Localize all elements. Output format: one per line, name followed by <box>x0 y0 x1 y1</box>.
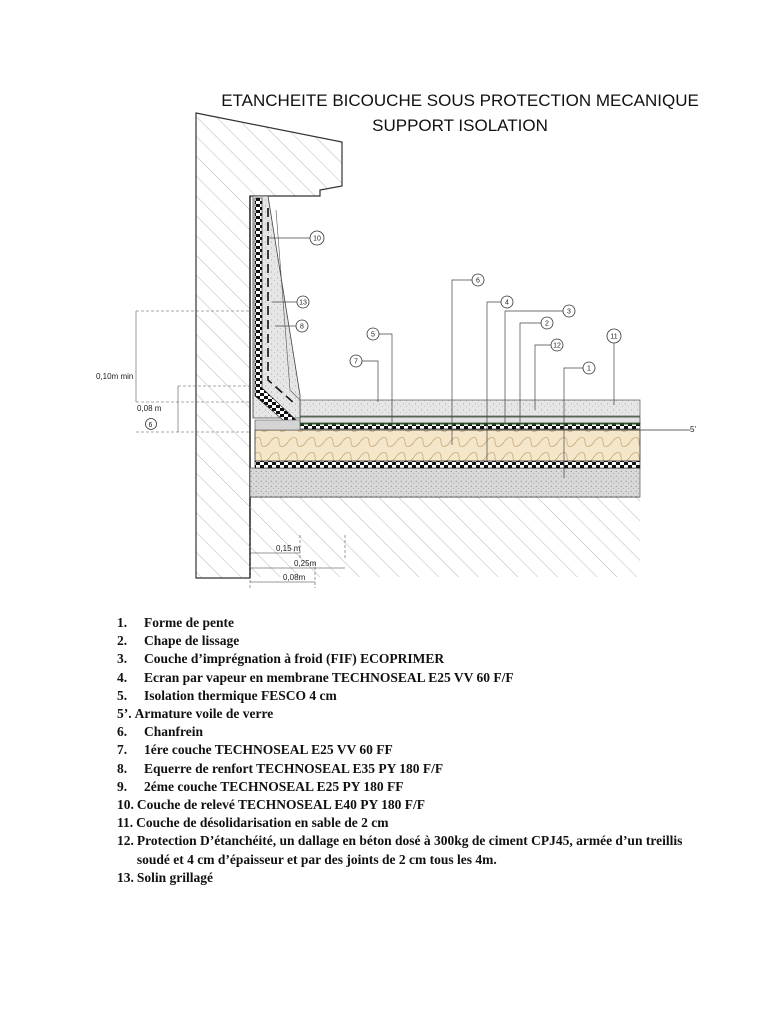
layer-protection-slab <box>300 400 640 416</box>
legend-item-number: 10. <box>117 797 134 813</box>
dim-bottom-2: 0,25m <box>294 559 317 568</box>
dim-bottom-3: 0,08m <box>283 573 306 582</box>
bubble-left-6: 6 <box>148 422 153 429</box>
legend-item-number: 4. <box>117 669 128 685</box>
legend-item-number: 1. <box>117 615 128 630</box>
legend-item-text: Chanfrein <box>144 724 204 740</box>
dim-min-height: 0,10m min <box>96 372 134 381</box>
dim-chamfer-height: 0,08 m <box>137 404 162 413</box>
legend-item <box>117 723 697 741</box>
callout-number-2: 2 <box>545 320 549 328</box>
diagram-subtitle: SUPPORT ISOLATION <box>372 116 548 135</box>
callout-number-3: 3 <box>567 308 571 316</box>
legend-item <box>117 669 697 687</box>
legend-item-text: 2éme couche TECHNOSEAL E25 PY 180 FF <box>144 778 404 794</box>
callout-number-10: 10 <box>313 235 321 243</box>
legend-item-text: 1ére couche TECHNOSEAL E25 VV 60 FF <box>144 742 393 758</box>
layer-vapor-barrier <box>255 461 640 468</box>
legend-item <box>117 778 697 796</box>
legend-item <box>117 614 697 632</box>
callout-number-11: 11 <box>610 333 618 341</box>
callout-number-8: 8 <box>300 323 304 331</box>
callout-number-5: 5 <box>371 331 375 339</box>
callout-leader-7 <box>362 361 378 402</box>
callout-number-1: 1 <box>587 365 591 373</box>
chamfer <box>255 420 300 430</box>
legend-item-number: 5’. <box>117 706 132 722</box>
legend-item-number: 12. <box>117 833 134 849</box>
legend-item-number: 3. <box>117 651 128 667</box>
callout-number-13: 13 <box>299 299 307 307</box>
layer-second-membrane <box>300 417 640 423</box>
legend-item <box>117 650 697 668</box>
legend-item-text: Forme de pente <box>144 615 234 630</box>
callout-number-7: 7 <box>354 358 358 366</box>
legend-item-number: 11. <box>117 815 134 831</box>
legend-item-text: Armature voile de verre <box>134 706 274 722</box>
callout-number-12: 12 <box>553 342 561 350</box>
legend-item-text: Ecran par vapeur en membrane TECHNOSEAL E25 VV 60 F/F <box>144 669 514 685</box>
diagram-title: ETANCHEITE BICOUCHE SOUS PROTECTION MECANIQUE <box>221 91 699 110</box>
legend-item-text: Isolation thermique FESCO 4 cm <box>144 687 337 703</box>
label-5prime: 5' <box>690 425 696 434</box>
legend-item-text: Chape de lissage <box>144 633 240 649</box>
legend-item-text: Couche de relevé TECHNOSEAL E40 PY 180 F/F <box>136 797 426 813</box>
callout-number-4: 4 <box>505 299 509 307</box>
callout-number-6: 6 <box>476 277 480 285</box>
layer-slope-form <box>250 468 640 497</box>
legend-item <box>117 705 697 723</box>
legend-item <box>117 632 697 650</box>
legend-item-number: 7. <box>117 742 128 758</box>
legend-item <box>117 796 697 814</box>
legend-item <box>117 814 697 832</box>
legend-item-number: 6. <box>117 724 128 740</box>
legend-item-text: Couche d’imprégnation à froid (FIF) ECOPRIMER <box>144 651 445 667</box>
legend-item-number: 9. <box>117 778 128 794</box>
legend-item-text: Equerre de renfort TECHNOSEAL E35 PY 180 F/F <box>144 760 444 776</box>
legend <box>117 614 697 887</box>
legend-item <box>117 869 697 887</box>
legend-item-number: 2. <box>117 633 128 649</box>
dim-bottom-1: 0,15 m <box>276 544 301 553</box>
legend-item <box>117 832 697 868</box>
legend-item-text: Protection D’étanchéité, un dallage en béton dosé à 300kg de ciment CPJ45, armée d’un treillis soudé et 4 cm d’épaisseur et par des joints de 2 cm tous les 4m. <box>136 833 683 867</box>
legend-item <box>117 687 697 705</box>
legend-item-number: 8. <box>117 760 128 776</box>
layer-insulation <box>255 430 640 461</box>
legend-item-text: Couche de désolidarisation en sable de 2 cm <box>136 815 389 831</box>
legend-item-number: 5. <box>117 687 128 703</box>
legend-item <box>117 741 697 759</box>
legend-item <box>117 760 697 778</box>
legend-item-number: 13. <box>117 869 134 885</box>
legend-item-text: Solin grillagé <box>136 869 214 885</box>
